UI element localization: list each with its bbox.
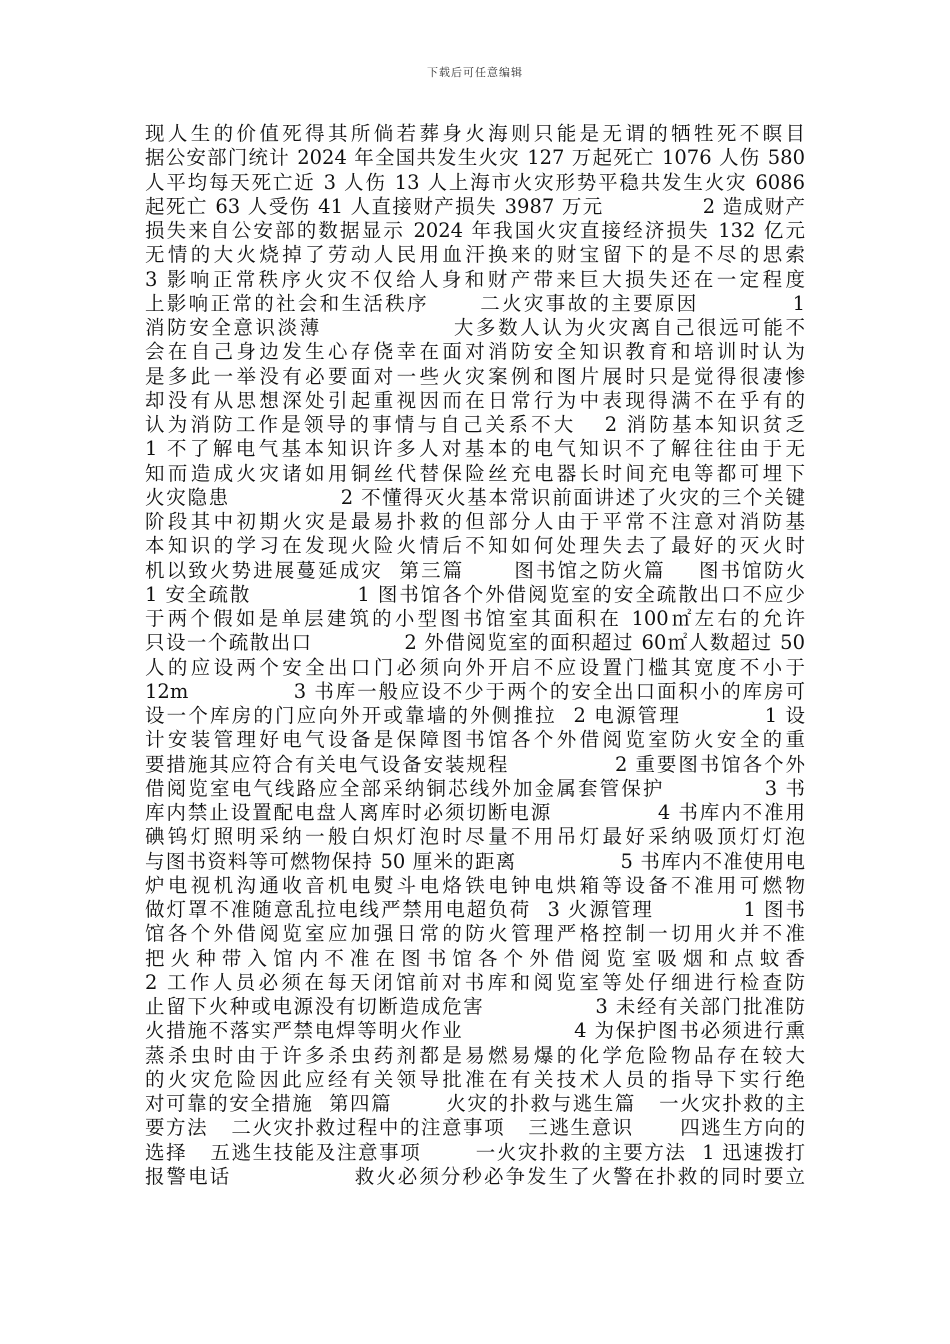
- document-line: 选择 五逃生技能及注意事项 一火灾扑救的主要方法 1 迅速拨打: [145, 1140, 805, 1164]
- document-line: 报警电话 救火必须分秒必争发生了火警在扑救的同时要立: [145, 1164, 805, 1188]
- document-line: 本知识的学习在发现火险火情后不知如何处理失去了最好的灭火时: [145, 534, 805, 558]
- document-line: 馆各个外借阅览室应加强日常的防火管理严格控制一切用火并不准: [145, 922, 805, 946]
- document-line: 借阅览室电气线路应全部采纳铜芯线外加金属套管保护 3 书: [145, 776, 805, 800]
- document-line: 3 影响正常秩序火灾不仅给人身和财产带来巨大损失还在一定程度: [145, 267, 805, 291]
- document-line: 的火灾危险因此应经有关领导批准在有关技术人员的指导下实行绝: [145, 1067, 805, 1091]
- document-line: 把火种带入馆内不准在图书馆各个外借阅览室吸烟和点蚊香: [145, 946, 805, 970]
- document-line: 火措施不落实严禁电焊等明火作业 4 为保护图书必须进行熏: [145, 1019, 805, 1043]
- document-line: 12m 3 书库一般应设不少于两个的安全出口面积小的库房可: [145, 679, 805, 703]
- document-line: 库内禁止设置配电盘人离库时必须切断电源 4 书库内不准用: [145, 801, 805, 824]
- document-line: 上影响正常的社会和生活秩序 二火灾事故的主要原因 1: [145, 291, 805, 315]
- document-line: 火灾隐患 2 不懂得灭火基本常识前面讲述了火灾的三个关键: [145, 485, 805, 509]
- document-line: 损失来自公安部的数据显示 2024 年我国火灾直接经济损失 132 亿元: [145, 219, 805, 242]
- document-line: 蒸杀虫时由于许多杀虫药剂都是易燃易爆的化学危险物品存在较大: [145, 1043, 805, 1067]
- document-line: 设一个库房的门应向外开或靠墙的外侧推拉 2 电源管理 1 设: [145, 704, 805, 727]
- document-line: 起死亡 63 人受伤 41 人直接财产损失 3987 万元 2 造成财产: [145, 194, 805, 218]
- document-line: 无情的大火烧掉了劳动人民用血汗换来的财宝留下的是不尽的思索: [145, 243, 805, 267]
- document-line: 要方法 二火灾扑救过程中的注意事项 三逃生意识 四逃生方向的: [145, 1116, 805, 1140]
- document-line: 会在自己身边发生心存侥幸在面对消防安全知识教育和培训时认为: [145, 340, 805, 364]
- document-line: 消防安全意识淡薄 大多数人认为火灾离自己很远可能不: [145, 316, 805, 339]
- document-line: 知而造成火灾诸如用铜丝代替保险丝充电器长时间充电等都可埋下: [145, 461, 805, 485]
- document-line: 要措施其应符合有关电气设备安装规程 2 重要图书馆各个外: [145, 752, 805, 776]
- document-line: 机以致火势进展蔓延成灾 第三篇 图书馆之防火篇 图书馆防火: [145, 558, 805, 582]
- document-line: 阶段其中初期火灾是最易扑救的但部分人由于平常不注意对消防基: [145, 510, 805, 533]
- document-line: 据公安部门统计 2024 年全国共发生火灾 127 万起死亡 1076 人伤 580: [145, 146, 805, 170]
- document-line: 现人生的价值死得其所倘若葬身火海则只能是无谓的牺牲死不瞑目: [145, 122, 805, 145]
- document-line: 止留下火种或电源没有切断造成危害 3 未经有关部门批准防: [145, 995, 805, 1018]
- document-line: 2 工作人员必须在每天闭馆前对书库和阅览室等处仔细进行检查防: [145, 970, 805, 994]
- document-line: 认为消防工作是领导的事情与自己关系不大 2 消防基本知识贫乏: [145, 413, 805, 436]
- document-line: 与图书资料等可燃物保持 50 厘米的距离 5 书库内不准使用电: [145, 849, 805, 873]
- document-line: 是多此一举没有必要面对一些火灾案例和图片展时只是觉得很凄惨: [145, 364, 805, 388]
- document-line: 人平均每天死亡近 3 人伤 13 人上海市火灾形势平稳共发生火灾 6086: [145, 170, 805, 194]
- document-line: 计安装管理好电气设备是保障图书馆各个外借阅览室防火安全的重: [145, 728, 805, 752]
- document-line: 人的应设两个安全出口门必须向外开启不应设置门槛其宽度不小于: [145, 655, 805, 679]
- document-body: [145, 122, 805, 1189]
- document-line: 碘钨灯照明采纳一般白炽灯泡时尽量不用吊灯最好采纳吸顶灯灯泡: [145, 825, 805, 849]
- document-line: 却没有从思想深处引起重视因而在日常行为中表现得满不在乎有的: [145, 388, 805, 412]
- document-line: 做灯罩不准随意乱拉电线严禁用电超负荷 3 火源管理 1 图书: [145, 898, 805, 921]
- document-line: 于两个假如是单层建筑的小型图书馆室其面积在 100㎡左右的允许: [145, 607, 805, 630]
- document-line: 对可靠的安全措施 第四篇 火灾的扑救与逃生篇 一火灾扑救的主: [145, 1092, 805, 1115]
- page-header-note: 下载后可任意编辑: [427, 66, 523, 79]
- document-line: 1 不了解电气基本知识许多人对基本的电气知识不了解往往由于无: [145, 437, 805, 461]
- document-line: 只设一个疏散出口 2 外借阅览室的面积超过 60㎡人数超过 50: [145, 631, 805, 655]
- document-line: 炉电视机沟通收音机电熨斗电烙铁电钟电烘箱等设备不准用可燃物: [145, 873, 805, 897]
- document-line: 1 安全疏散 1 图书馆各个外借阅览室的安全疏散出口不应少: [145, 582, 805, 606]
